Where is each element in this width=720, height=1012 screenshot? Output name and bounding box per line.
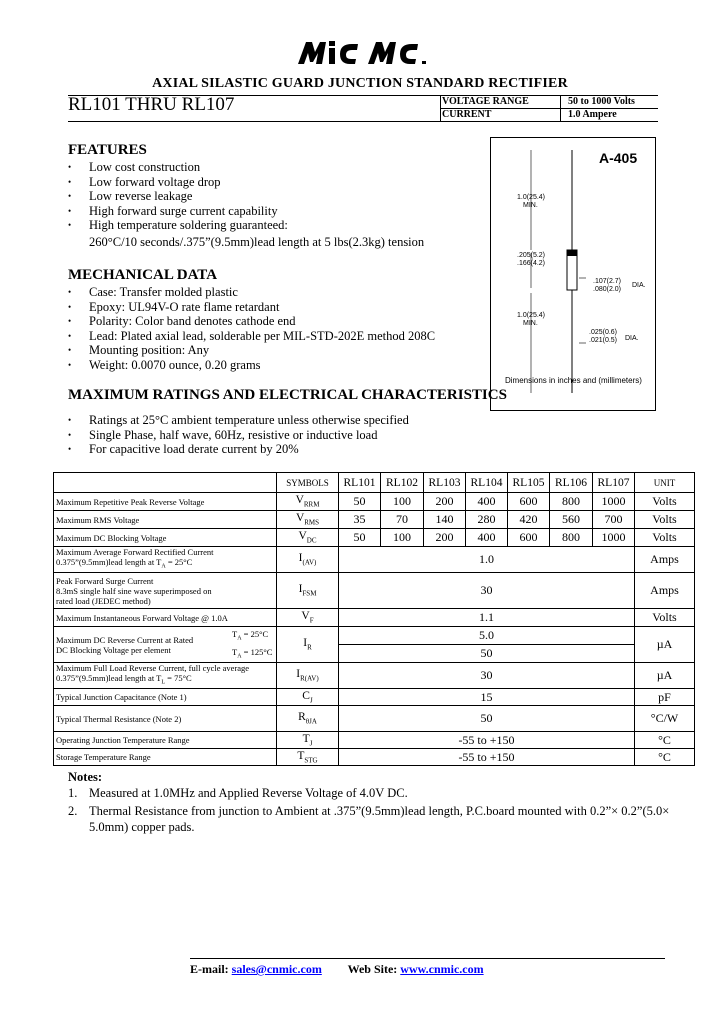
header-unit: UNIT — [635, 473, 695, 493]
symbol-cell: $V_F$ — [277, 609, 339, 627]
value-cell: 50 — [339, 529, 381, 547]
ir-cond-1: $T_A = 25^\circ C$ — [232, 629, 269, 642]
dim-body-dia-2: .080(2.0) — [593, 286, 622, 293]
company-logo — [296, 38, 446, 68]
mechanical-item: • Weight: 0.0070 ounce, 0.20 grams — [68, 358, 435, 373]
dim-body-dia-label: DIA. — [632, 282, 646, 289]
value-cell: 50 — [339, 645, 635, 663]
diode-outline-icon — [491, 138, 655, 410]
value-cell: 600 — [508, 529, 550, 547]
dim-lead-top: 1.0(25.4) — [517, 194, 546, 201]
solder-spec: 260°C/10 seconds/.375”(9.5mm)lead length at 5 lbs(2.3kg) tension — [89, 235, 425, 249]
table-row — [54, 529, 695, 547]
unit-cell: Amps — [635, 547, 695, 573]
table-row — [54, 573, 695, 609]
symbol-cell: $I_R$ — [277, 627, 339, 663]
part-range: RL101 THRU RL107 — [68, 94, 235, 115]
value-cell: 50 — [339, 706, 635, 732]
dim-lead-dia-2: .021(0.5) — [589, 337, 618, 344]
table-row — [54, 547, 695, 573]
mic-logo-icon — [296, 38, 446, 68]
table-row — [54, 732, 695, 749]
param-cell: Maximum RMS Voltage — [54, 511, 277, 529]
features-list — [68, 160, 288, 233]
value-cell: -55 to +150 — [339, 732, 635, 749]
unit-cell: Volts — [635, 609, 695, 627]
mechanical-item: • Polarity: Color band denotes cathode end — [68, 314, 435, 329]
param-cell: Maximum Repetitive Peak Reverse Voltage — [54, 493, 277, 511]
diagram-caption: Dimensions in inches and (millimeters) — [505, 376, 642, 385]
value-cell: 30 — [339, 663, 635, 689]
header-rule-bottom — [68, 121, 658, 122]
value-cell: 30 — [339, 573, 635, 609]
ratings-title: MAXIMUM RATINGS AND ELECTRICAL CHARACTERISTICS — [68, 387, 507, 403]
unit-cell: µA — [635, 663, 695, 689]
symbol-cell: $V_{RRM}$ — [277, 493, 339, 511]
header-part: RL101 — [339, 473, 381, 493]
value-cell: 280 — [466, 511, 508, 529]
mechanical-list — [68, 285, 435, 373]
value-cell: 200 — [424, 529, 466, 547]
mechanical-title: MECHANICAL DATA — [68, 267, 218, 283]
value-cell: 800 — [550, 529, 593, 547]
header-part: RL107 — [593, 473, 635, 493]
feature-item: • High forward surge current capability — [68, 204, 288, 219]
value-cell: 600 — [508, 493, 550, 511]
header-symbols: SYMBOLS — [277, 473, 339, 493]
value-cell: 15 — [339, 689, 635, 706]
value-cell: 100 — [381, 529, 424, 547]
header-divider-1 — [440, 95, 441, 121]
footer — [190, 962, 484, 977]
email-label: E-mail: — [190, 962, 229, 976]
symbol-cell: $V_{DC}$ — [277, 529, 339, 547]
value-cell: 1000 — [593, 529, 635, 547]
param-cell: Maximum Instantaneous Forward Voltage @ 1.0A — [54, 609, 277, 627]
value-cell: 140 — [424, 511, 466, 529]
web-label: Web Site: — [347, 962, 398, 976]
param-cell: Operating Junction Temperature Range — [54, 732, 277, 749]
package-diagram — [490, 137, 656, 411]
param-cell: Maximum Full Load Reverse Current, full cycle average 0.375”(9.5mm)lead length at $T_L = 75^\circ C$ — [54, 663, 277, 689]
unit-cell: °C — [635, 732, 695, 749]
dim-lead-top-min: MIN. — [523, 202, 538, 209]
symbol-cell: $R_{\theta JA}$ — [277, 706, 339, 732]
symbol-cell: $C_J$ — [277, 689, 339, 706]
symbol-cell: $I_{R(AV)}$ — [277, 663, 339, 689]
table-row — [54, 609, 695, 627]
symbol-cell: $T_J$ — [277, 732, 339, 749]
note-1: 1. Measured at 1.0MHz and Applied Reverse Voltage of 4.0V DC. — [68, 786, 408, 800]
param-cell: Maximum Average Forward Rectified Current 0.375”(9.5mm)lead length at $T_A = 25^\circ C$ — [54, 547, 277, 573]
dim-body-len-2: .166(4.2) — [517, 260, 546, 267]
mechanical-item: • Lead: Plated axial lead, solderable per MIL-STD-202E method 208C — [68, 329, 435, 344]
header-part: RL104 — [466, 473, 508, 493]
value-cell: 1.0 — [339, 547, 635, 573]
ratings-item: • Ratings at 25°C ambient temperature unless otherwise specified — [68, 413, 409, 428]
feature-item: • Low reverse leakage — [68, 189, 288, 204]
package-name: A-405 — [599, 150, 638, 166]
value-cell: 50 — [339, 493, 381, 511]
table-row — [54, 493, 695, 511]
unit-cell: Volts — [635, 511, 695, 529]
table-row — [54, 689, 695, 706]
table-row — [54, 511, 695, 529]
notes-section — [68, 770, 670, 835]
ratings-table — [53, 472, 695, 766]
unit-cell: Volts — [635, 529, 695, 547]
dim-lead-bot-min: MIN. — [523, 320, 538, 327]
notes-title: Notes: — [68, 770, 103, 784]
dim-body-dia-1: .107(2.7) — [593, 278, 622, 285]
value-cell: 200 — [424, 493, 466, 511]
value-cell: -55 to +150 — [339, 749, 635, 766]
dim-lead-bot: 1.0(25.4) — [517, 312, 546, 319]
header-part: RL102 — [381, 473, 424, 493]
param-cell: Maximum DC Blocking Voltage — [54, 529, 277, 547]
header-part: RL103 — [424, 473, 466, 493]
current-label: CURRENT — [442, 109, 492, 120]
feature-item: • Low forward voltage drop — [68, 175, 288, 190]
dim-lead-dia-1: .025(0.6) — [589, 329, 618, 336]
feature-item: • Low cost construction — [68, 160, 288, 175]
value-cell: 700 — [593, 511, 635, 529]
ratings-item: • Single Phase, half wave, 60Hz, resistive or inductive load — [68, 428, 409, 443]
header-part: RL106 — [550, 473, 593, 493]
email-link[interactable]: sales@cnmic.com — [231, 962, 322, 976]
note-2-continued: 5.0mm) copper pads. — [89, 820, 195, 834]
header-divider-2 — [560, 95, 561, 121]
footer-rule — [190, 958, 665, 959]
table-row — [54, 749, 695, 766]
ratings-list — [68, 413, 409, 457]
value-cell: 100 — [381, 493, 424, 511]
header-blank — [54, 473, 277, 493]
mechanical-item: • Epoxy: UL94V-O rate flame retardant — [68, 300, 435, 315]
table-header-row — [54, 473, 695, 493]
ir-cond-2: $T_A = 125^\circ C$ — [232, 647, 273, 660]
value-cell: 400 — [466, 493, 508, 511]
table-row — [54, 627, 695, 645]
symbol-cell: $V_{RMS}$ — [277, 511, 339, 529]
voltage-label: VOLTAGE RANGE — [442, 96, 529, 107]
table-row — [54, 706, 695, 732]
table-row — [54, 663, 695, 689]
param-cell: Storage Temperature Range — [54, 749, 277, 766]
value-cell: 70 — [381, 511, 424, 529]
symbol-cell: $I_{(AV)}$ — [277, 547, 339, 573]
symbol-cell: $T_{STG}$ — [277, 749, 339, 766]
value-cell: 420 — [508, 511, 550, 529]
current-value: 1.0 Ampere — [568, 109, 617, 120]
unit-cell: Volts — [635, 493, 695, 511]
document-title: AXIAL SILASTIC GUARD JUNCTION STANDARD RECTIFIER — [152, 76, 568, 91]
value-cell: 1000 — [593, 493, 635, 511]
unit-cell: °C — [635, 749, 695, 766]
voltage-value: 50 to 1000 Volts — [568, 96, 635, 107]
value-cell: 5.0 — [339, 627, 635, 645]
header-part: RL105 — [508, 473, 550, 493]
param-cell: Typical Thermal Resistance (Note 2) — [54, 706, 277, 732]
feature-item: • High temperature soldering guaranteed: — [68, 218, 288, 233]
ratings-item: • For capacitive load derate current by 20% — [68, 442, 409, 457]
value-cell: 1.1 — [339, 609, 635, 627]
unit-cell: pF — [635, 689, 695, 706]
features-title: FEATURES — [68, 142, 147, 158]
symbol-cell: $I_{FSM}$ — [277, 573, 339, 609]
mechanical-item: • Mounting position: Any — [68, 343, 435, 358]
value-cell: 800 — [550, 493, 593, 511]
mechanical-item: • Case: Transfer molded plastic — [68, 285, 435, 300]
value-cell: 400 — [466, 529, 508, 547]
param-cell: Typical Junction Capacitance (Note 1) — [54, 689, 277, 706]
dim-body-len-1: .205(5.2) — [517, 252, 546, 259]
unit-cell: Amps — [635, 573, 695, 609]
value-cell: 35 — [339, 511, 381, 529]
note-2: 2. Thermal Resistance from junction to Ambient at .375”(9.5mm)lead length, P.C.board mounted with 0.2”× 0.2”(5.0× — [68, 804, 670, 818]
value-cell: 560 — [550, 511, 593, 529]
dim-lead-dia-label: DIA. — [625, 335, 639, 342]
unit-cell: µA — [635, 627, 695, 663]
param-cell: Peak Forward Surge Current 8.3mS single half sine wave superimposed on rated load (JEDEC method) — [54, 573, 277, 609]
website-link[interactable]: www.cnmic.com — [400, 962, 484, 976]
unit-cell: °C/W — [635, 706, 695, 732]
param-cell: Maximum DC Reverse Current at Rated DC Blocking Voltage per element $T_A = 25^\circ C$ $T_A = 125^\circ C$ — [54, 627, 277, 663]
